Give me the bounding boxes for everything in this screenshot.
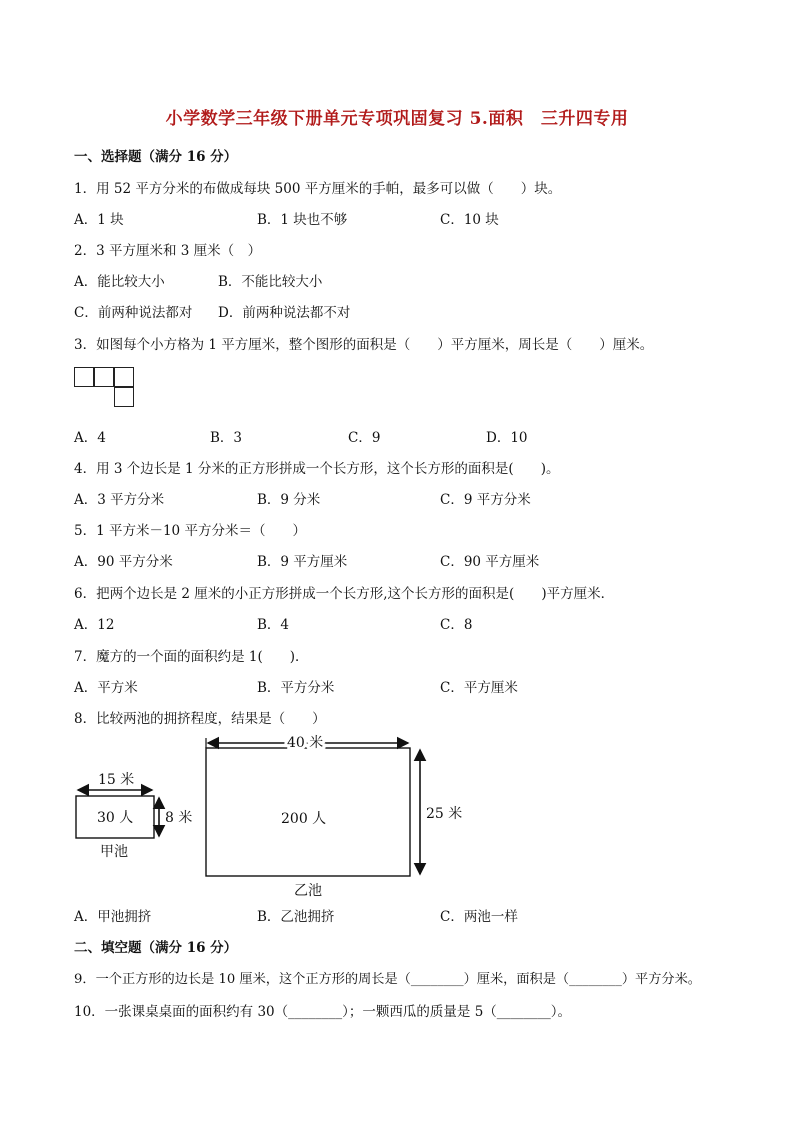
question-8: 8．比较两池的拥挤程度，结果是（ ）	[74, 711, 326, 727]
q5-option-b: B．9 平方厘米	[257, 554, 348, 570]
pool-comparison-figure	[70, 732, 470, 904]
pool-a-name: 甲池	[100, 844, 128, 860]
question-9: 9．一个正方形的边长是 10 厘米，这个正方形的周长是（________）厘米，面积是（________）平方分米。	[74, 972, 701, 987]
q7-option-b: B．平方分米	[257, 680, 335, 696]
question-1: 1．用 52 平方分米的布做成每块 500 平方厘米的手帕，最多可以做（ ）块。	[74, 181, 562, 197]
q6-option-a: A．12	[74, 617, 115, 633]
q4-option-b: B．9 分米	[257, 492, 321, 508]
q6-option-b: B．4	[257, 617, 290, 633]
question-10: 10．一张课桌桌面的面积约有 30（________）；一颗西瓜的质量是 5（________）。	[74, 1004, 572, 1020]
pool-a-height-label: 8 米	[165, 810, 193, 826]
q4-option-a: A．3 平方分米	[74, 492, 165, 508]
q3-option-d: D．10	[486, 430, 528, 446]
question-6: 6．把两个边长是 2 厘米的小正方形拼成一个长方形,这个长方形的面积是( )平方厘米．	[74, 586, 615, 602]
q2-option-b: B．不能比较大小	[218, 274, 323, 290]
question-3: 3．如图每个小方格为 1 平方厘米，整个图形的面积是（ ）平方厘米，周长是（ ）厘米。	[74, 337, 654, 353]
pool-a	[76, 771, 192, 860]
q5-option-c: C．90 平方厘米	[440, 554, 540, 570]
pool-b-people-label: 200 人	[281, 811, 327, 827]
q8-option-b: B．乙池拥挤	[257, 909, 335, 925]
question-5: 5．1 平方米－10 平方分米＝（ ）	[74, 523, 306, 539]
q1-option-c: C．10 块	[440, 212, 499, 228]
q4-option-c: C．9 平方分米	[440, 492, 531, 508]
q7-option-a: A．平方米	[74, 680, 138, 696]
section-fill-heading: 二、填空题（满分 16 分）	[74, 940, 238, 956]
q5-option-a: A．90 平方分米	[74, 554, 173, 570]
section-choice-heading: 一、选择题（满分 16 分）	[74, 149, 238, 165]
pool-a-people-label: 30 人	[97, 810, 134, 826]
q6-option-c: C．8	[440, 617, 473, 633]
q8-option-a: A．甲池拥挤	[74, 909, 152, 925]
pool-b-name: 乙池	[294, 883, 322, 899]
pool-a-width-label: 15 米	[98, 772, 135, 788]
q2-option-a: A．能比较大小	[74, 274, 165, 290]
q3-option-b: B．3	[210, 430, 243, 446]
pool-b-width-label: 40 米	[287, 735, 324, 751]
q2-option-d: D．前两种说法都不对	[218, 305, 351, 321]
question-2: 2．3 平方厘米和 3 厘米（ ）	[74, 243, 262, 259]
page-title: 小学数学三年级下册单元专项巩固复习 5.面积 三升四专用	[165, 109, 629, 129]
q1-option-b: B．1 块也不够	[257, 212, 348, 228]
question-4: 4．用 3 个边长是 1 分米的正方形拼成一个长方形，这个长方形的面积是( )。	[74, 461, 560, 477]
q2-option-c: C．前两种说法都对	[74, 305, 193, 321]
q8-option-c: C．两池一样	[440, 909, 518, 925]
pool-b-height-label: 25 米	[426, 806, 463, 822]
q1-option-a: A．1 块	[74, 212, 124, 228]
pool-b	[206, 734, 462, 899]
grid-cell	[114, 387, 134, 407]
grid-cell	[114, 367, 134, 387]
grid-cell	[74, 367, 94, 387]
q3-option-c: C．9	[348, 430, 381, 446]
q3-option-a: A．4	[74, 430, 106, 446]
grid-cell	[94, 367, 114, 387]
q7-option-c: C．平方厘米	[440, 680, 518, 696]
question-7: 7．魔方的一个面的面积约是 1( )．	[74, 649, 309, 665]
